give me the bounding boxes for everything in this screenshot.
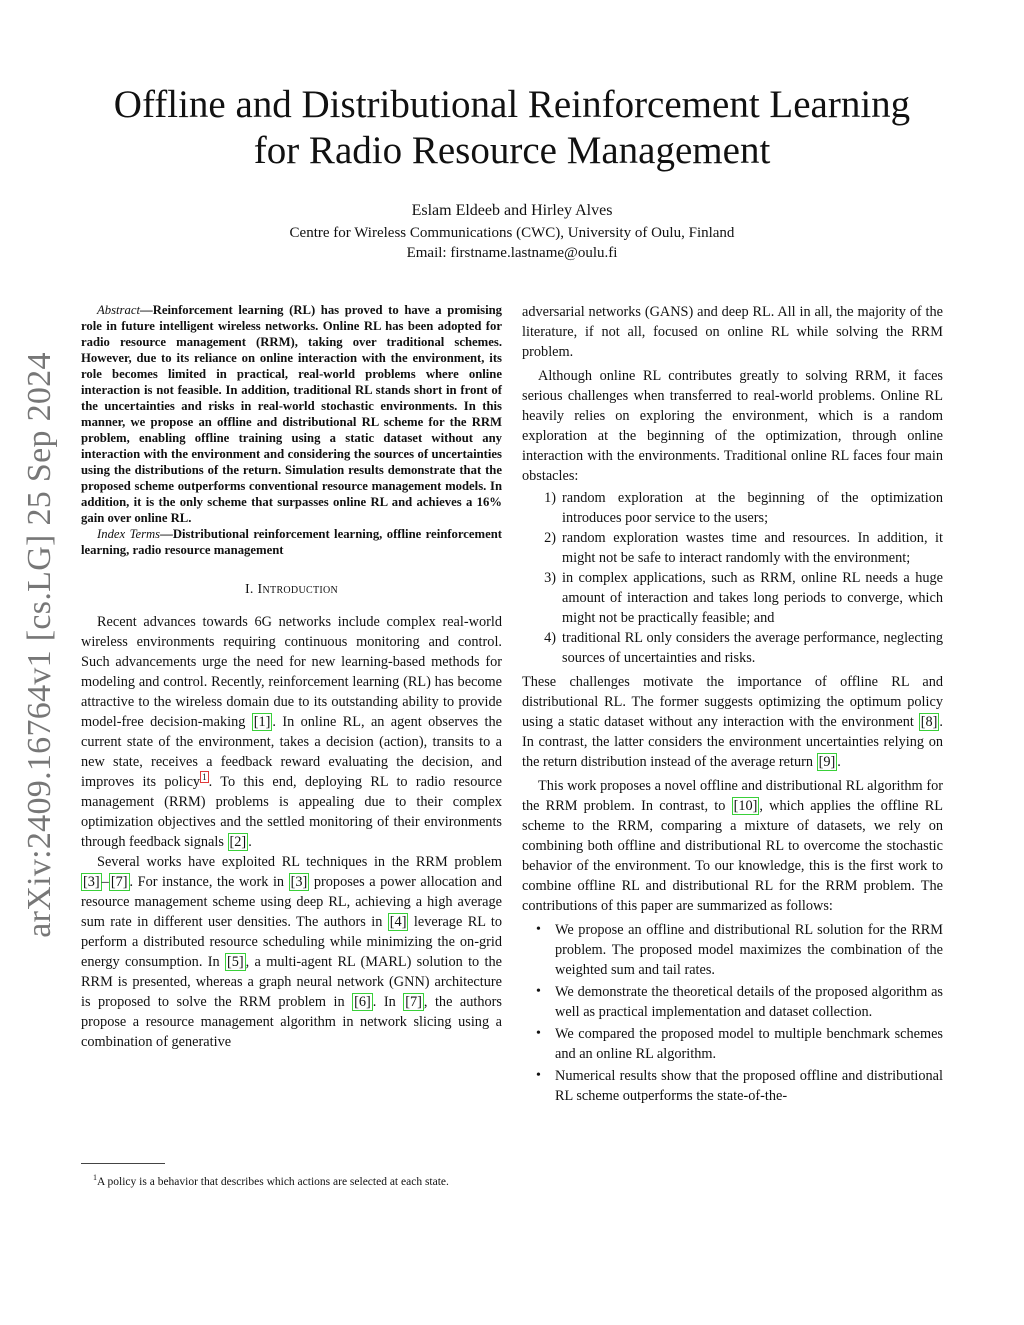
list-item [522, 568, 943, 628]
contributions-list [522, 920, 943, 1106]
list-text: random exploration wastes time and resources. In addition, it might not be safe to interact randomly with the environment; [562, 530, 943, 566]
citation-link[interactable]: [7] [110, 874, 128, 890]
list-item [522, 528, 943, 568]
citation-link[interactable]: [8] [920, 714, 938, 730]
citation-link[interactable]: [2] [229, 834, 247, 850]
list-text: We demonstrate the theoretical details of the proposed algorithm as well as practical implementation and dataset collection. [555, 984, 943, 1020]
text-run: . [248, 834, 252, 850]
list-item [522, 628, 943, 668]
paper-title [80, 82, 944, 174]
affiliation: Centre for Wireless Communications (CWC), University of Oulu, Finland [289, 225, 735, 241]
footnote-marker-link[interactable]: 1 [202, 772, 207, 783]
citation-link[interactable]: [9] [818, 754, 836, 770]
list-item [522, 920, 943, 980]
list-number: 3) [544, 570, 556, 586]
abstract-label: Abstract [97, 303, 140, 317]
right-column [522, 302, 943, 1108]
list-item [522, 982, 943, 1022]
intro-paragraph-1 [81, 612, 502, 852]
text-run: Several works have exploited RL techniques in the RRM problem [97, 854, 502, 870]
citation-link[interactable]: [3] [83, 874, 100, 890]
title-line-2: for Radio Resource Management [253, 129, 771, 172]
section-heading-introduction [81, 580, 502, 600]
title-line-1: Offline and Distributional Reinforcement Learning [113, 83, 911, 126]
bullet-icon: • [536, 984, 541, 999]
right-paragraph-4 [522, 776, 943, 916]
index-terms-text: —Distributional reinforcement learning, offline reinforcement learning, radio resource management [81, 527, 502, 557]
abstract-text: —Reinforcement learning (RL) has proved to have a promising role in future intelligent wireless networks. Online RL has been adopted for radio resource management (RRM), taking over traditional schemes. However, due to its reliance on online interaction with the environment, its role becomes limited in practical, real-world problems where online interaction is not feasible. In addition, traditional RL stands short in front of the uncertainties and risks in real-world stochastic environments. In this manner, we propose an offline and distributional RL scheme for the RRM problem, enabling offline training using a static dataset without any interaction with the environment and considering the sources of uncertainties using the distributions of the return. Simulation results demonstrate that the proposed scheme outperforms conventional resource management models. In addition, it is the only scheme that surpasses online RL and achieves a 16% gain over online RL. [81, 303, 502, 525]
text-run: – [101, 874, 109, 890]
text-run: . To this end, deploying RL to radio resource management (RRM) problems is appealing due to their complex optimization objectives and the settled monitoring of their environments through feedback signals [81, 774, 502, 850]
text-run: leverage RL to perform a distributed resource scheduling while minimizing the on-grid energy consumption. In [81, 914, 503, 970]
text-run: . [837, 754, 841, 770]
citation-link[interactable]: [6] [354, 994, 371, 1010]
text-run: These challenges motivate the importance of offline RL and distributional RL. The former suggests optimizing the optimum policy using a static dataset without any interaction with the environment [522, 674, 943, 730]
list-number: 2) [544, 530, 556, 546]
text-run: , which applies the offline RL scheme to the RRM, comparing a mixture of datasets, we rely on combining both offline and distributional RL to overcome the stochastic behavior of the environment. To our knowledge, this is the first work to combine offline RL and distributional RL for the RRM problem. The contributions of this paper are summarized as follows: [522, 798, 944, 914]
list-item [522, 488, 943, 528]
index-terms [81, 526, 502, 558]
list-item [522, 1066, 943, 1106]
list-item [522, 1024, 943, 1064]
list-text: random exploration at the beginning of the optimization introduces poor service to the users; [562, 490, 943, 526]
authors: Eslam Eldeeb and Hirley Alves [411, 202, 613, 219]
list-text: in complex applications, such as RRM, online RL needs a huge amount of interaction and takes long periods to converge, which might not be practically feasible; and [562, 570, 943, 626]
footnote-text: A policy is a behavior that describes which actions are selected at each state. [97, 1175, 449, 1188]
citation-link[interactable]: [10] [733, 798, 758, 814]
citation-link[interactable]: [7] [405, 994, 422, 1010]
section-numeral: I. [244, 582, 254, 597]
citation-link[interactable]: [4] [389, 914, 407, 930]
right-paragraph-2: Although online RL contributes greatly to solving RRM, it faces serious challenges when transferred to real-world problems. Online RL heavily relies on exploring the environment, which is a random exploration at the beginning of the optimization, through online interaction with the environments. Traditional online RL faces four main obstacles: [522, 368, 943, 484]
text-run: . In online RL, an agent observes the current state of the environment, takes a decision (action), transits to a new state, receives a feedback reward evaluating the decision, and improves its policy [81, 714, 502, 790]
text-run: . In [372, 994, 404, 1010]
bullet-icon: • [536, 1026, 541, 1041]
list-text: Numerical results show that the proposed offline and distributional RL scheme outperforms the state-of-the- [555, 1068, 943, 1104]
index-terms-label: Index Terms [97, 527, 161, 541]
bullet-icon: • [536, 922, 541, 937]
left-column [81, 302, 502, 1052]
list-text: We compared the proposed model to multiple benchmark schemes and an online RL algorithm. [555, 1026, 943, 1062]
list-text: We propose an offline and distributional RL solution for the RRM problem. The proposed model maximizes the combination of the weighted sum and tail rates. [555, 922, 943, 978]
text-run: . For instance, the work in [129, 874, 289, 890]
footnote-divider [81, 1163, 165, 1164]
footnote [81, 1170, 502, 1190]
text-run: , a multi-agent RL (MARL) solution to the RRM is presented, whereas a graph neural network (GNN) architecture is proposed to solve the RRM problem in [81, 954, 503, 1010]
arxiv-identifier-stamp [10, 350, 70, 940]
text-run: Recent advances towards 6G networks include complex real-world wireless environments requiring continuous monitoring and control. Such advancements urge the need for new learning-based methods for modeling and control. Recently, reinforcement learning (RL) has become attractive to the wireless domain due to its outstanding ability to provide model-free decision-making [81, 614, 502, 730]
footnote-number: 1 [93, 1173, 97, 1182]
right-paragraph-3 [522, 672, 943, 772]
intro-paragraph-2 [81, 852, 502, 1052]
right-paragraph-1: adversarial networks (GANS) and deep RL. All in all, the majority of the literature, if not all, focused on online RL while solving the RRM problem. [522, 304, 943, 360]
abstract [81, 302, 502, 526]
text-run: , the authors propose a resource management algorithm in network slicing using a combination of generative [81, 994, 502, 1050]
text-run: proposes a power allocation and resource management scheme using deep RL, achieving a high average sum rate in different user densities. The authors in [81, 874, 502, 930]
text-run: This work proposes a novel offline and distributional RL algorithm for the RRM problem. In contrast, to [522, 778, 943, 814]
list-number: 4) [544, 630, 556, 646]
citation-link[interactable]: [5] [226, 954, 244, 970]
list-number: 1) [544, 490, 556, 506]
arxiv-identifier-text: arXiv:2409.16764v1 [cs.LG] 25 Sep 2024 [21, 352, 58, 938]
list-text: traditional RL only considers the average performance, neglecting sources of uncertainties and risks. [562, 630, 943, 666]
citation-link[interactable]: [1] [253, 714, 271, 730]
email: Email: firstname.lastname@oulu.fi [406, 245, 618, 261]
section-title: Introduction [257, 582, 339, 597]
citation-link[interactable]: [3] [290, 874, 308, 890]
bullet-icon: • [536, 1068, 541, 1083]
text-run: . In contrast, the latter considers the environment uncertainties relying on the return distribution instead of the average return [522, 714, 943, 770]
obstacles-list [522, 488, 943, 668]
